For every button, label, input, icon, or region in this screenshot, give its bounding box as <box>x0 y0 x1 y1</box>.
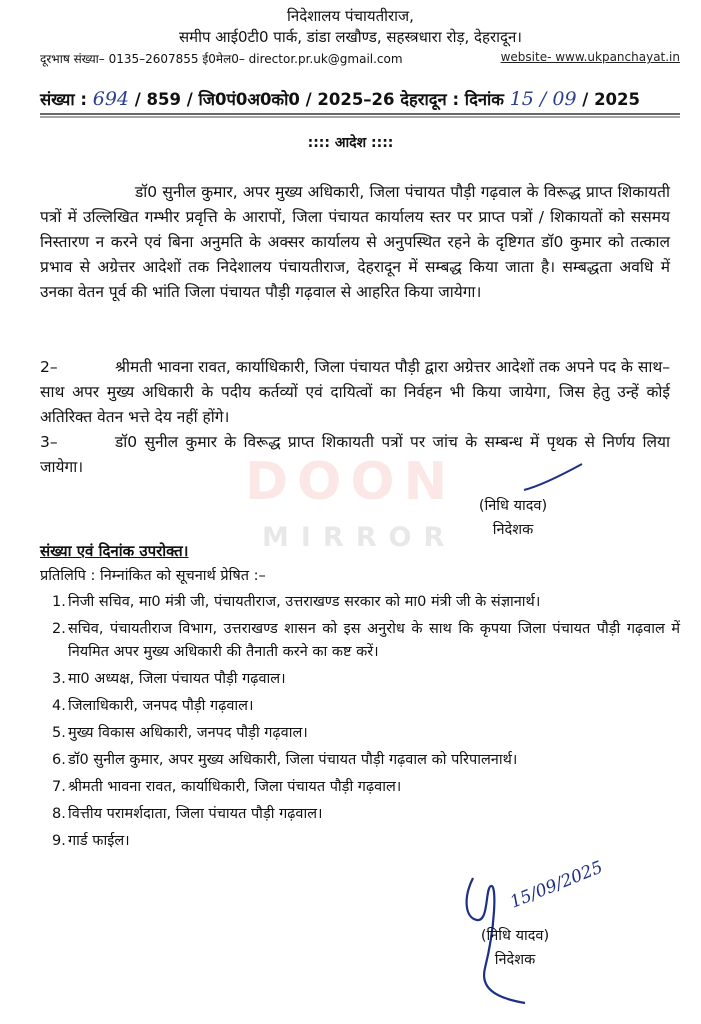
signatory-title-1: निदेशक <box>492 522 534 538</box>
copy-list <box>40 591 680 857</box>
website-link[interactable]: website- www.ukpanchayat.in <box>500 50 680 64</box>
list-item: 9. गार्ड फाईल। <box>52 833 130 849</box>
signature-block-2 <box>470 924 560 972</box>
file-code: / 859 / जि0पं0अ0को0 / 2025–26 देहरादून : दिनांक <box>134 90 504 109</box>
list-item: 5. मुख्य विकास अधिकारी, जनपद पौड़ी गढ़वाल। <box>52 725 308 741</box>
list-item: 7. श्रीमती भावना रावत, कार्याधिकारी, जिला पंचायत पौड़ी गढ़वाल। <box>52 779 402 795</box>
list-item: 6. डॉ0 सुनील कुमार, अपर मुख्य अधिकारी, जिला पंचायत पौड़ी गढ़वाल को परिपालनार्थ। <box>52 752 518 768</box>
header-rule <box>40 113 680 119</box>
watermark-logo-bottom: MIRROR <box>262 522 457 553</box>
handwritten-number: 694 <box>92 88 130 110</box>
list-item: 4. जिलाधिकारी, जनपद पौड़ी गढ़वाल। <box>52 698 254 714</box>
copy-intro: प्रतिलिपि : निम्नांकित को सूचनार्थ प्रेषित :– <box>40 568 266 584</box>
reference-label: संख्या : <box>40 90 87 109</box>
list-item: 8. वित्तीय परामर्शदाता, जिला पंचायत पौड़ी गढ़वाल। <box>52 806 323 822</box>
office-name: निदेशालय पंचायतीराज, <box>287 7 414 25</box>
list-item: 2. सचिव, पंचायतीराज विभाग, उत्तराखण्ड शासन को इस अनुरोध के साथ कि कृपया जिला पंचायत पौड़ी गढ़वाल में नियमित अपर मुख्य अधिकारी की तैनाती करने का कष्ट करें। <box>52 621 680 660</box>
watermark-logo-top: DOON <box>245 452 457 512</box>
paragraph-2-number: 2– <box>40 358 58 376</box>
handwritten-date: 15 / 09 <box>509 88 577 110</box>
paragraph-3-text: डॉ0 सुनील कुमार के विरूद्ध प्राप्त शिकायती पत्रों पर जांच के सम्बन्ध में पृथक से निर्णय लिया जायेगा। <box>40 433 670 476</box>
office-address: समीप आई0टी0 पार्क, डांडा लखौण्ड, सहस्त्रधारा रोड़, देहरादून। <box>179 28 522 46</box>
reference-line <box>40 87 680 110</box>
signature-block-1 <box>468 494 558 542</box>
copy-heading: संख्या एवं दिनांक उपरोक्त। <box>40 542 189 560</box>
list-item: 3. मा0 अध्यक्ष, जिला पंचायत पौड़ी गढ़वाल। <box>52 671 286 687</box>
paragraph-2-text: श्रीमती भावना रावत, कार्याधिकारी, जिला पंचायत पौड़ी द्वारा अग्रेत्तर आदेशों तक अपने पद के साथ–साथ अपर मुख्य अधिकारी के पदीय कर्तव्यों एवं दायित्वों का निर्वहन भी किया जायेगा, जिस हेतु उन्हें कोई अतिरिक्त वेतन भत्ते देय नहीं होंगे। <box>40 358 670 426</box>
signatory-name-2: (निधि यादव) <box>480 928 550 944</box>
contact-line <box>40 50 680 67</box>
phone-email: दूरभाष संख्या– 0135–2607855 ई0मेल0– director.pr.uk@gmail.com <box>40 52 403 66</box>
reference-year: / 2025 <box>582 90 640 109</box>
signatory-title-2: निदेशक <box>494 952 536 968</box>
order-title: :::: आदेश :::: <box>307 135 394 151</box>
paragraph-3-number: 3– <box>40 433 58 451</box>
paragraph-1-text: डॉ0 सुनील कुमार, अपर मुख्य अधिकारी, जिला पंचायत पौड़ी गढ़वाल के विरूद्ध प्राप्त शिकायती पत्रों में उल्लिखित गम्भीर प्रवृत्ति के आरापों, जिला पंचायत कार्यालय स्तर पर प्राप्त पत्रों / शिकायतों को ससमय निस्तारण न करने एवं बिना अनुमति के अक्सर कार्यालय से अनुपस्थित रहने के दृष्टिगत डॉ0 कुमार को तत्काल प्रभाव से अग्रेत्तर आदेशों तक निदेशालय पंचायतीराज, देहरादून में सम्बद्ध किया जाता है। सम्बद्धता अवधि में उनका वेतन पूर्व की भांति जिला पंचायत पौड़ी गढ़वाल से आहरित किया जायेगा। <box>40 183 670 301</box>
list-item: 1. निजी सचिव, मा0 मंत्री जी, पंचायतीराज, उत्तराखण्ड सरकार को मा0 मंत्री जी के संज्ञानार्थ। <box>52 594 541 610</box>
signatory-name-1: (निधि यादव) <box>478 498 548 514</box>
paragraph-1 <box>40 180 670 305</box>
signature-date: 15/09/2025 <box>507 857 606 913</box>
paragraph-2 <box>40 355 670 430</box>
